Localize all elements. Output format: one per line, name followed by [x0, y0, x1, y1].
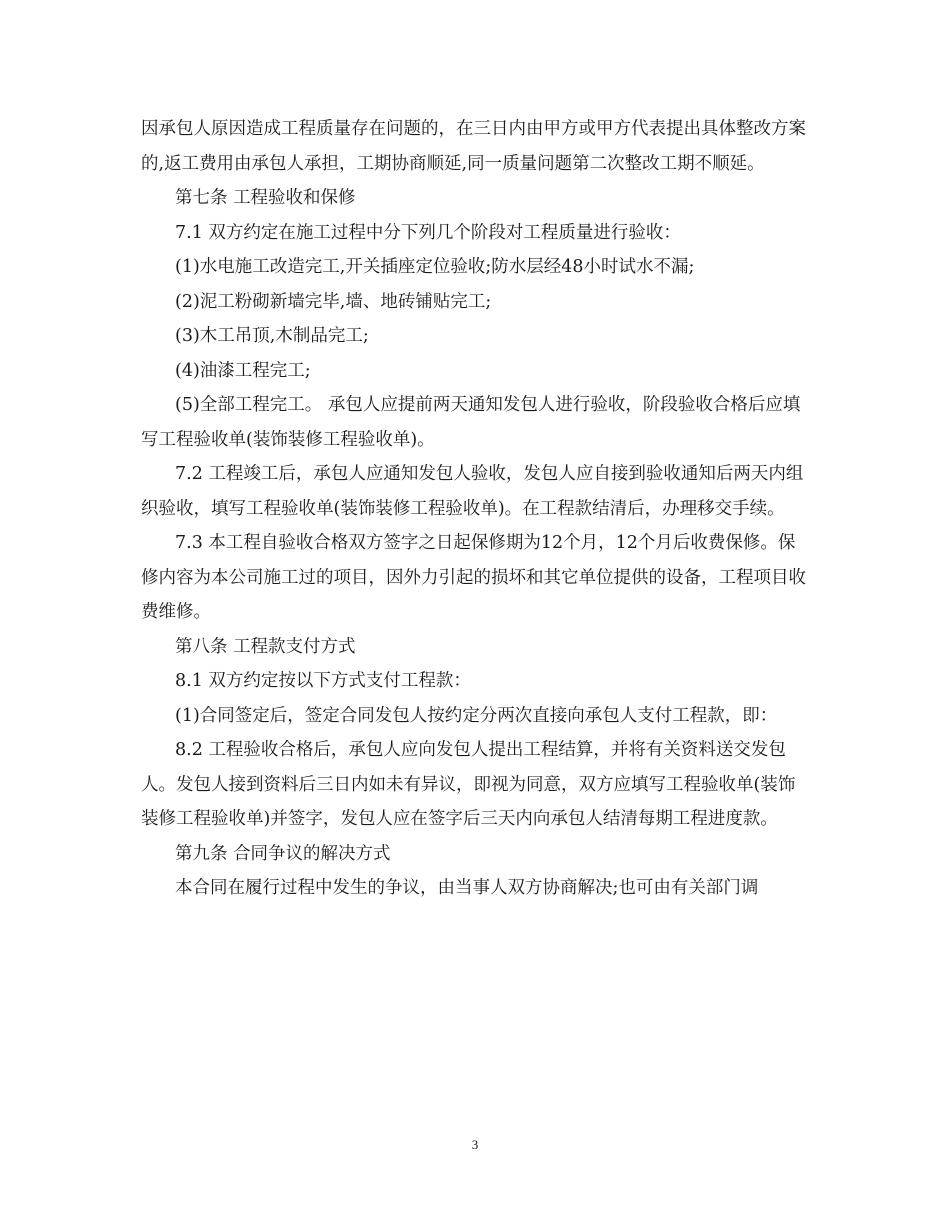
article-8-heading: 第八条 工程款支付方式: [175, 636, 356, 657]
stage-item-2: (2)泥工粉砌新墙完毕,墙、地砖铺贴完工;: [175, 291, 492, 312]
document-body: [141, 112, 809, 906]
article-7-heading: 第七条 工程验收和保修: [175, 188, 356, 208]
page-number: 3: [471, 1137, 479, 1152]
dispute-paragraph: 本合同在履行过程中发生的争议，由当事人双方协商解决;也可由有关部门调: [175, 878, 759, 898]
clause-8-2: 8.2 工程验收合格后，承包人应向发包人提出工程结算，并将有关资料送交发包人。发包人接到资料后三日内如未有异议，即视为同意，双方应填写工程验收单(装饰装修工程验收单)并签字，发包人应在签字后三天内向承包人结清每期工程进度款。: [141, 740, 796, 829]
payment-item-1: (1)合同签定后，签定合同发包人按约定分两次直接向承包人支付工程款，即：: [175, 705, 778, 726]
stage-item-5: (5)全部工程完工。 承包人应提前两天通知发包人进行验收，阶段验收合格后应填写工程验收单(装饰装修工程验收单)。: [141, 395, 801, 450]
stage-item-3: (3)木工吊顶,木制品完工;: [175, 326, 369, 346]
stage-item-4: (4)油漆工程完工;: [175, 360, 311, 381]
clause-7-3: 7.3 本工程自验收合格双方签字之日起保修期为12个月，12个月后收费保修。保修内容为本公司施工过的项目，因外力引起的损坏和其它单位提供的设备，工程项目收费维修。: [141, 533, 806, 622]
paragraph-continuation: 因承包人原因造成工程质量存在问题的，在三日内由甲方或甲方代表提出具体整改方案的,返工费用由承包人承担，工期协商顺延,同一质量问题第二次整改工期不顺延。: [141, 119, 806, 174]
clause-7-1: 7.1 双方约定在施工过程中分下列几个阶段对工程质量进行验收：: [175, 222, 681, 243]
clause-8-1: 8.1 双方约定按以下方式支付工程款：: [175, 671, 471, 691]
stage-item-1: (1)水电施工改造完工,开关插座定位验收;防水层经48小时试水不漏;: [175, 257, 695, 277]
article-9-heading: 第九条 合同争议的解决方式: [175, 843, 391, 864]
clause-7-2: 7.2 工程竣工后，承包人应通知发包人验收，发包人应自接到验收通知后两天内组织验收，填写工程验收单(装饰装修工程验收单)。在工程款结清后，办理移交手续。: [141, 464, 804, 519]
